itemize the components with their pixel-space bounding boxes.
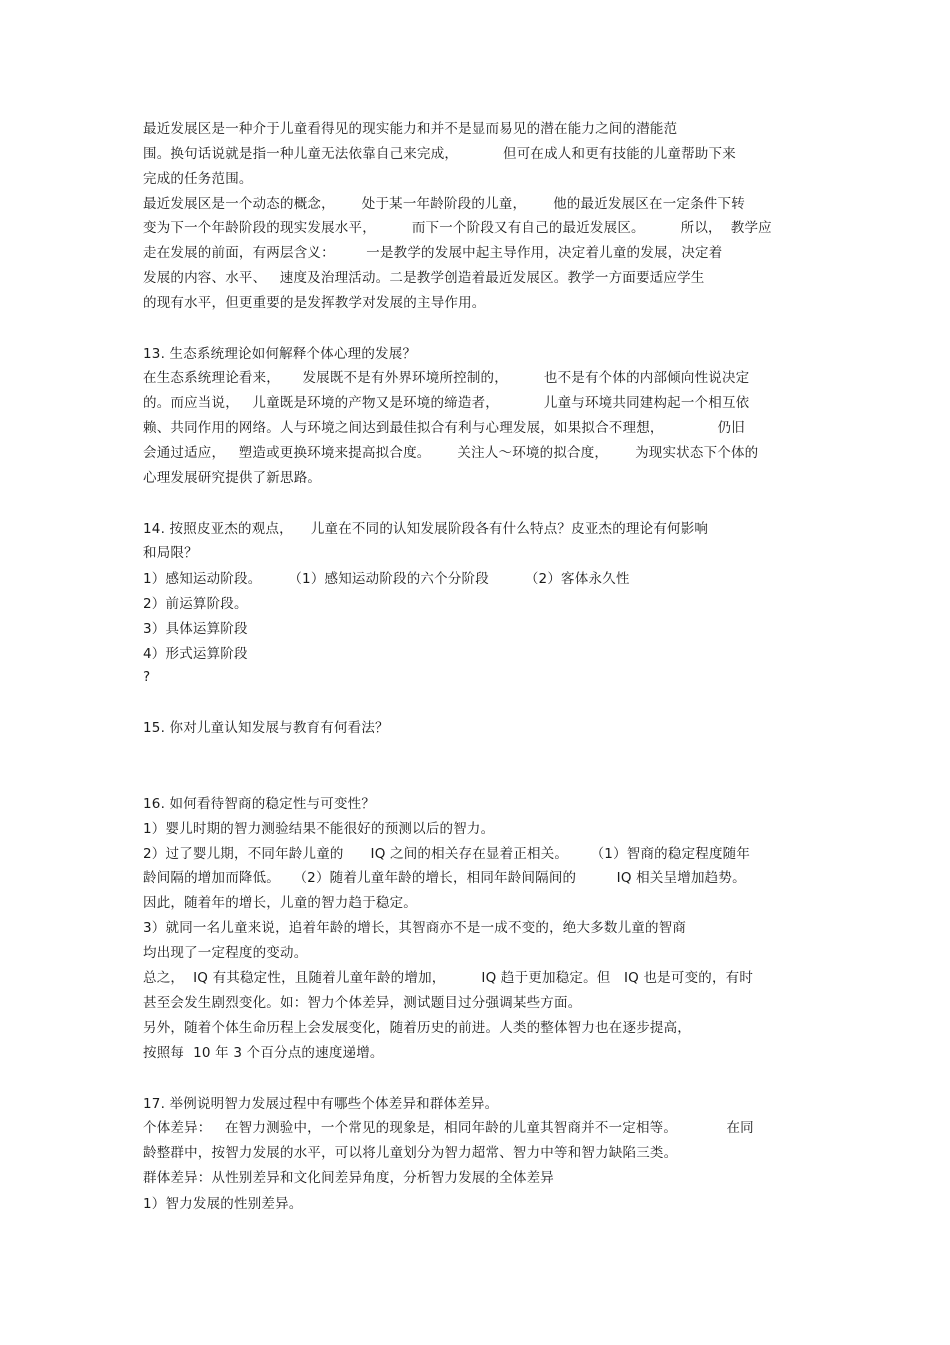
text-line: 个体差异： 在智力测验中，一个常见的现象是，相同年龄的儿童其智商并不一定相等。 在同	[143, 1120, 754, 1136]
list-item: 2）前运算阶段。	[143, 596, 248, 612]
text-line: 完成的任务范围。	[143, 171, 253, 187]
list-item: 1）感知运动阶段。 （1）感知运动阶段的六个分阶段 （2）客体永久性	[143, 571, 630, 587]
text-line: 最近发展区是一种介于儿童看得见的现实能力和并不是显而易见的潜在能力之间的潜能范	[143, 121, 678, 137]
text-line: 总之， IQ 有其稳定性，且随着儿童年龄的增加， IQ 趋于更加稳定。但 IQ 也是可变的，有时	[143, 970, 754, 986]
text-line: 龄整群中，按智力发展的水平，可以将儿童划分为智力超常、智力中等和智力缺陷三类。	[143, 1145, 678, 1161]
list-item: 3）具体运算阶段	[143, 621, 248, 637]
text-line: 按照每 10 年 3 个百分点的速度递增。	[143, 1045, 384, 1061]
text-line: 的。而应当说， 儿童既是环境的产物又是环境的缔造者， 儿童与环境共同建构起一个相互依	[143, 395, 750, 411]
list-item: 1）智力发展的性别差异。	[143, 1196, 303, 1212]
list-item: 1）婴儿时期的智力测验结果不能很好的预测以后的智力。	[143, 821, 495, 837]
question-heading-13: 13. 生态系统理论如何解释个体心理的发展？	[143, 346, 417, 362]
text-line: 因此，随着年的增长，儿童的智力趋于稳定。	[143, 895, 417, 911]
question-heading-15: 15. 你对儿童认知发展与教育有何看法？	[143, 720, 389, 736]
text-line: 龄间隔的增加而降低。 （2）随着儿童年龄的增长，相同年龄间隔间的 IQ 相关呈增加趋势。	[143, 870, 746, 886]
question-heading-17: 17. 举例说明智力发展过程中有哪些个体差异和群体差异。	[143, 1096, 499, 1112]
text-line: ?	[143, 669, 151, 685]
text-line: 另外，随着个体生命历程上会发展变化，随着历史的前进。人类的整体智力也在逐步提高，	[143, 1020, 691, 1036]
list-item: 2）过了婴儿期，不同年龄儿童的 IQ 之间的相关存在显着正相关。 （1）智商的稳定程度随年	[143, 846, 751, 862]
text-line: 赖、共同作用的网络。人与环境之间达到最佳拟合有利与心理发展，如果拟合不理想， 仍旧	[143, 420, 745, 436]
question-heading-14: 14. 按照皮亚杰的观点， 儿童在不同的认知发展阶段各有什么特点？皮亚杰的理论有何影响	[143, 521, 709, 537]
text-line: 最近发展区是一个动态的概念， 处于某一年龄阶段的儿童， 他的最近发展区在一定条件下转	[143, 196, 745, 212]
text-line: 在生态系统理论看来， 发展既不是有外界环境所控制的， 也不是有个体的内部倾向性说决定	[143, 370, 750, 386]
text-line: 的现有水平，但更重要的是发挥教学对发展的主导作用。	[143, 295, 486, 311]
text-line: 甚至会发生剧烈变化。如：智力个体差异，测试题目过分强调某些方面。	[143, 995, 582, 1011]
list-item: 4）形式运算阶段	[143, 646, 248, 662]
text-line: 和局限？	[143, 545, 198, 561]
text-line: 发展的内容、水平、 速度及治理活动。二是教学创造着最近发展区。教学一方面要适应学生	[143, 270, 705, 286]
text-line: 会通过适应， 塑造或更换环境来提高拟合度。 关注人～环境的拟合度， 为现实状态下个体的	[143, 445, 759, 461]
text-line: 均出现了一定程度的变动。	[143, 945, 308, 961]
text-line: 围。换句话说就是指一种儿童无法依靠自己来完成， 但可在成人和更有技能的儿童帮助下来	[143, 146, 736, 162]
question-heading-16: 16. 如何看待智商的稳定性与可变性？	[143, 796, 376, 812]
text-line: 群体差异：从性别差异和文化间差异角度，分析智力发展的全体差异	[143, 1170, 554, 1186]
list-item: 3）就同一名儿童来说，追着年龄的增长，其智商亦不是一成不变的，绝大多数儿童的智商	[143, 920, 687, 936]
text-line: 变为下一个年龄阶段的现实发展水平， 而下一个阶段又有自己的最近发展区。 所以， 教学应	[143, 220, 772, 236]
text-line: 心理发展研究提供了新思路。	[143, 470, 322, 486]
text-line: 走在发展的前面，有两层含义： 一是教学的发展中起主导作用，决定着儿童的发展，决定着	[143, 245, 723, 261]
